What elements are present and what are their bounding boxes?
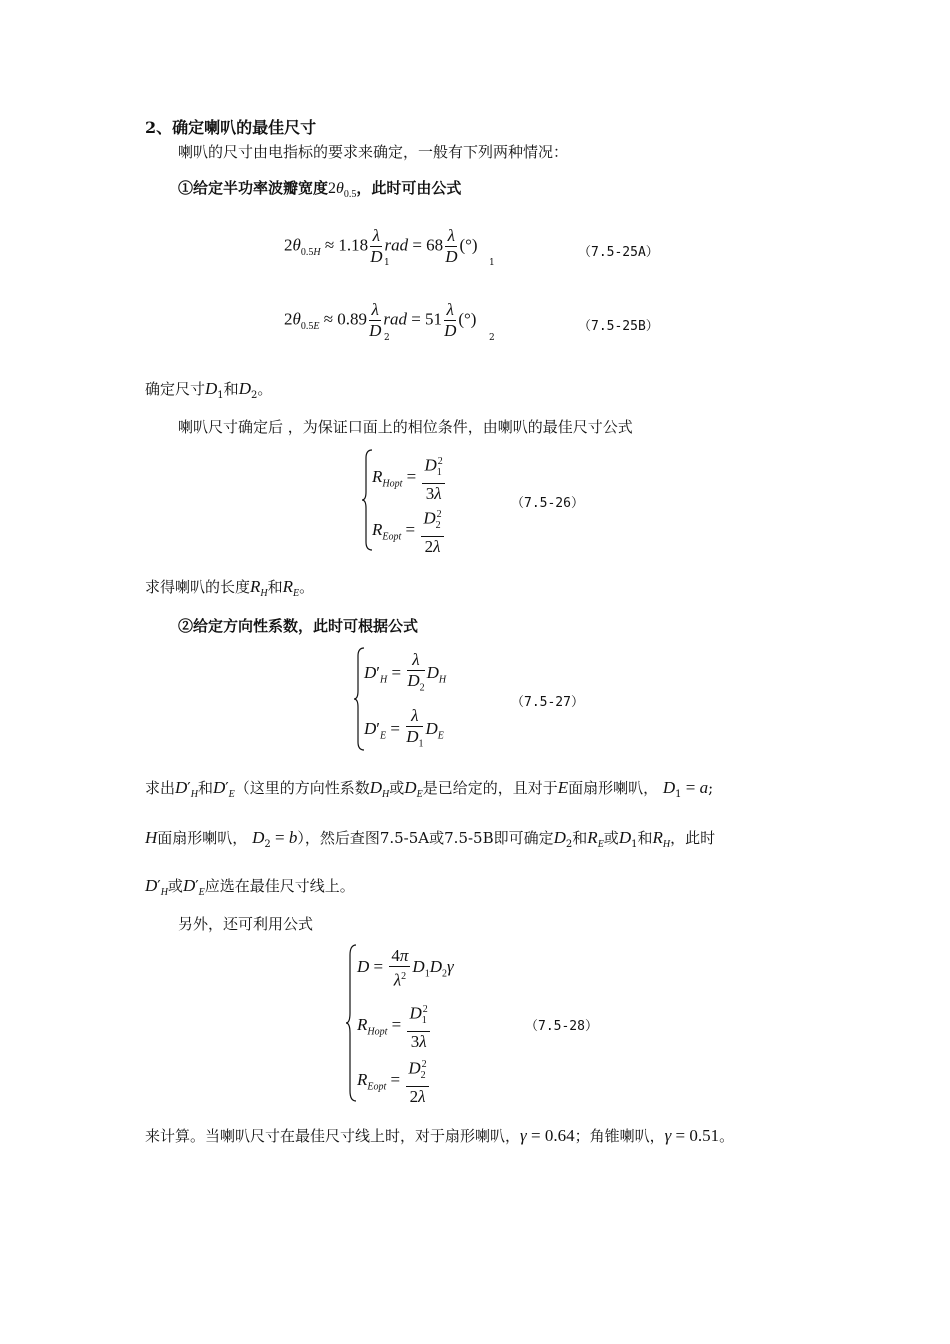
directivity-paragraph-line2: H面扇形喇叭， $D_2 = b$），然后查图7.5-5A或7.5-5B即可确定$D_2$和$R_E$或$D_1$和$R_H$，此时 [145,828,716,850]
equation-28-h: $R_{Hopt}$ = $\frac{D_1^2}{3\lambda}$ [357,1000,432,1052]
case1-heading: ①给定半功率波瓣宽度$2\theta_{0.5}$，此时可由公式 [178,179,462,201]
case1-heading-suffix: ，此时可由公式 [356,179,462,197]
case2-heading: ②给定方向性系数，此时可根据公式 [178,617,419,635]
equation-25b-label: （7.5-25B） [578,319,659,334]
equation-26-e: $R_{Eopt}$ = $\frac{D_2^2}{2\lambda}$ [372,505,446,557]
equation-27-label: （7.5-27） [511,695,584,710]
equation-25b: $2\theta_{0.5E} \approx 0.89$ $\frac{\lambda}{D}$ rad = 51 $\frac{\lambda}{D}$ (°) [284,300,477,340]
gamma-pyramid-value: 0.51 [689,1126,720,1145]
optimal-dimension-paragraph: 喇叭尺寸确定后 ，为保证口面上的相位条件，由喇叭的最佳尺寸公式 [178,418,633,436]
directivity-paragraph-line1: 求出$D'_H$和$D'_E$（这里的方向性系数$D_H$或$D_E$是已给定的，且对于E面扇形喇叭， $D_1 = a$; [145,778,714,800]
equation-28-d: D = $\frac{4\pi}{\lambda^2}$ $D_1D_2\gamma$ [357,946,454,990]
equation-27-h: $D'_H$ = $\frac{\lambda}{D_2}$ $D_H$ [364,650,447,694]
alternative-paragraph: 另外，还可利用公式 [178,915,314,933]
equation-28-label: （7.5-28） [525,1019,598,1034]
determine-d-paragraph: 确定尺寸$D_1$和$D_2$。 [145,379,273,401]
directivity-paragraph-line3: $D'_H$或$D'_E$应选在最佳尺寸线上。 [145,876,355,898]
case1-heading-prefix: ①给定半功率波瓣宽度 [178,179,329,197]
final-paragraph: 来计算。当喇叭尺寸在最佳尺寸线上时，对于扇形喇叭，γ = 0.64；角锥喇叭，γ = 0.51。 [145,1126,735,1145]
equation-25a: $2\theta_{0.5H} \approx 1.18$ $\frac{\lambda}{D}$ rad = 68 $\frac{\lambda}{D}$ (°) [284,226,478,266]
gamma-sector-value: 0.64 [544,1126,575,1145]
equation-28-e: $R_{Eopt}$ = $\frac{D_2^2}{2\lambda}$ [357,1055,431,1107]
equation-27-e: $D'_E$ = $\frac{\lambda}{D_1}$ $D_E$ [364,706,444,750]
horn-length-paragraph: 求得喇叭的长度$R_H$和$R_E$。 [145,577,315,599]
section-heading: 2、确定喇叭的最佳尺寸 [145,118,317,137]
equation-26-label: （7.5-26） [511,496,584,511]
equation-25a-label: （7.5-25A） [578,245,659,260]
intro-paragraph: 喇叭的尺寸由电指标的要求来确定，一般有下列两种情况： [178,143,569,161]
equation-26-h: $R_{Hopt}$ = $\frac{D_1^2}{3\lambda}$ [372,452,447,504]
